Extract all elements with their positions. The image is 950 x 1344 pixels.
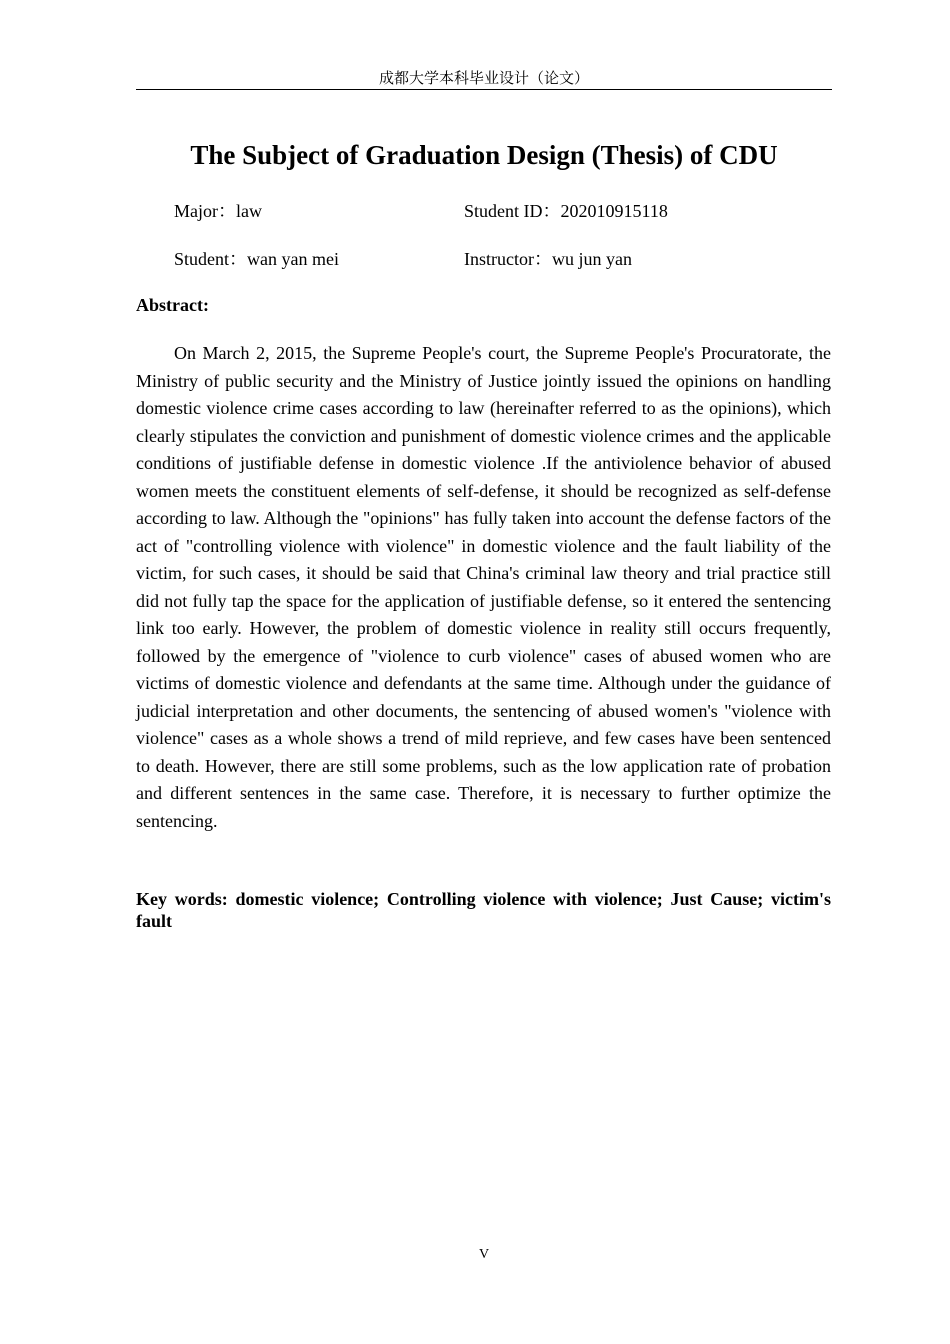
student-value: wan yan mei [247,249,339,269]
student-label: Student： [174,249,248,269]
student-id-value: 202010915118 [560,201,668,221]
major-label: Major： [174,201,236,221]
abstract-heading: Abstract: [136,295,209,315]
student-id-label: Student ID： [464,201,561,221]
keywords: Key words: domestic violence; Controlling violence with violence; Just Cause; victim's fault [136,889,831,931]
instructor-label: Instructor： [464,249,552,269]
instructor-field [464,247,632,271]
thesis-title: The Subject of Graduation Design (Thesis) of CDU [190,140,778,170]
major-value: law [236,201,262,221]
instructor-value: wu jun yan [551,249,632,269]
major-field [174,199,262,223]
page-number: V [478,1247,490,1262]
student-field [174,247,339,271]
running-header: 成都大学本科毕业设计（论文） [136,68,832,90]
student-id-field [464,199,668,223]
abstract-body: On March 2, 2015, the Supreme People's court, the Supreme People's Procuratorate, the Ministry of public security and the Ministry of Justice jointly issued the opinions on handling domestic violence crime cases according to law (hereinafter referred to as the opinions), which clearly stipulates the conviction and punishment of domestic violence crimes and the applicable conditions of justifiable defense in domestic violence .If the antiviolence behavior of abused women meets the constituent elements of self-defense, it should be recognized as self-defense according to law. Although the "opinions" has fully taken into account the defense factors of the act of "controlling violence with violence" in domestic violence and the fault liability of the victim, for such cases, it should be said that China's criminal law theory and trial practice still did not fully tap the space for the application of justifiable defense, so it entered the sentencing link too early. However, the problem of domestic violence in reality still occurs frequently, followed by the emergence of "violence to curb violence" cases of abused women who are victims of domestic violence and defendants at the same time. Although under the guidance of judicial interpretation and other documents, the sentencing of abused women's "violence with violence" cases as a whole shows a trend of mild reprieve, and few cases have been sentenced to death. However, there are still some problems, such as the low application rate of probation and different sentences in the same case. Therefore, it is necessary to further optimize the sentencing. [136,343,831,831]
